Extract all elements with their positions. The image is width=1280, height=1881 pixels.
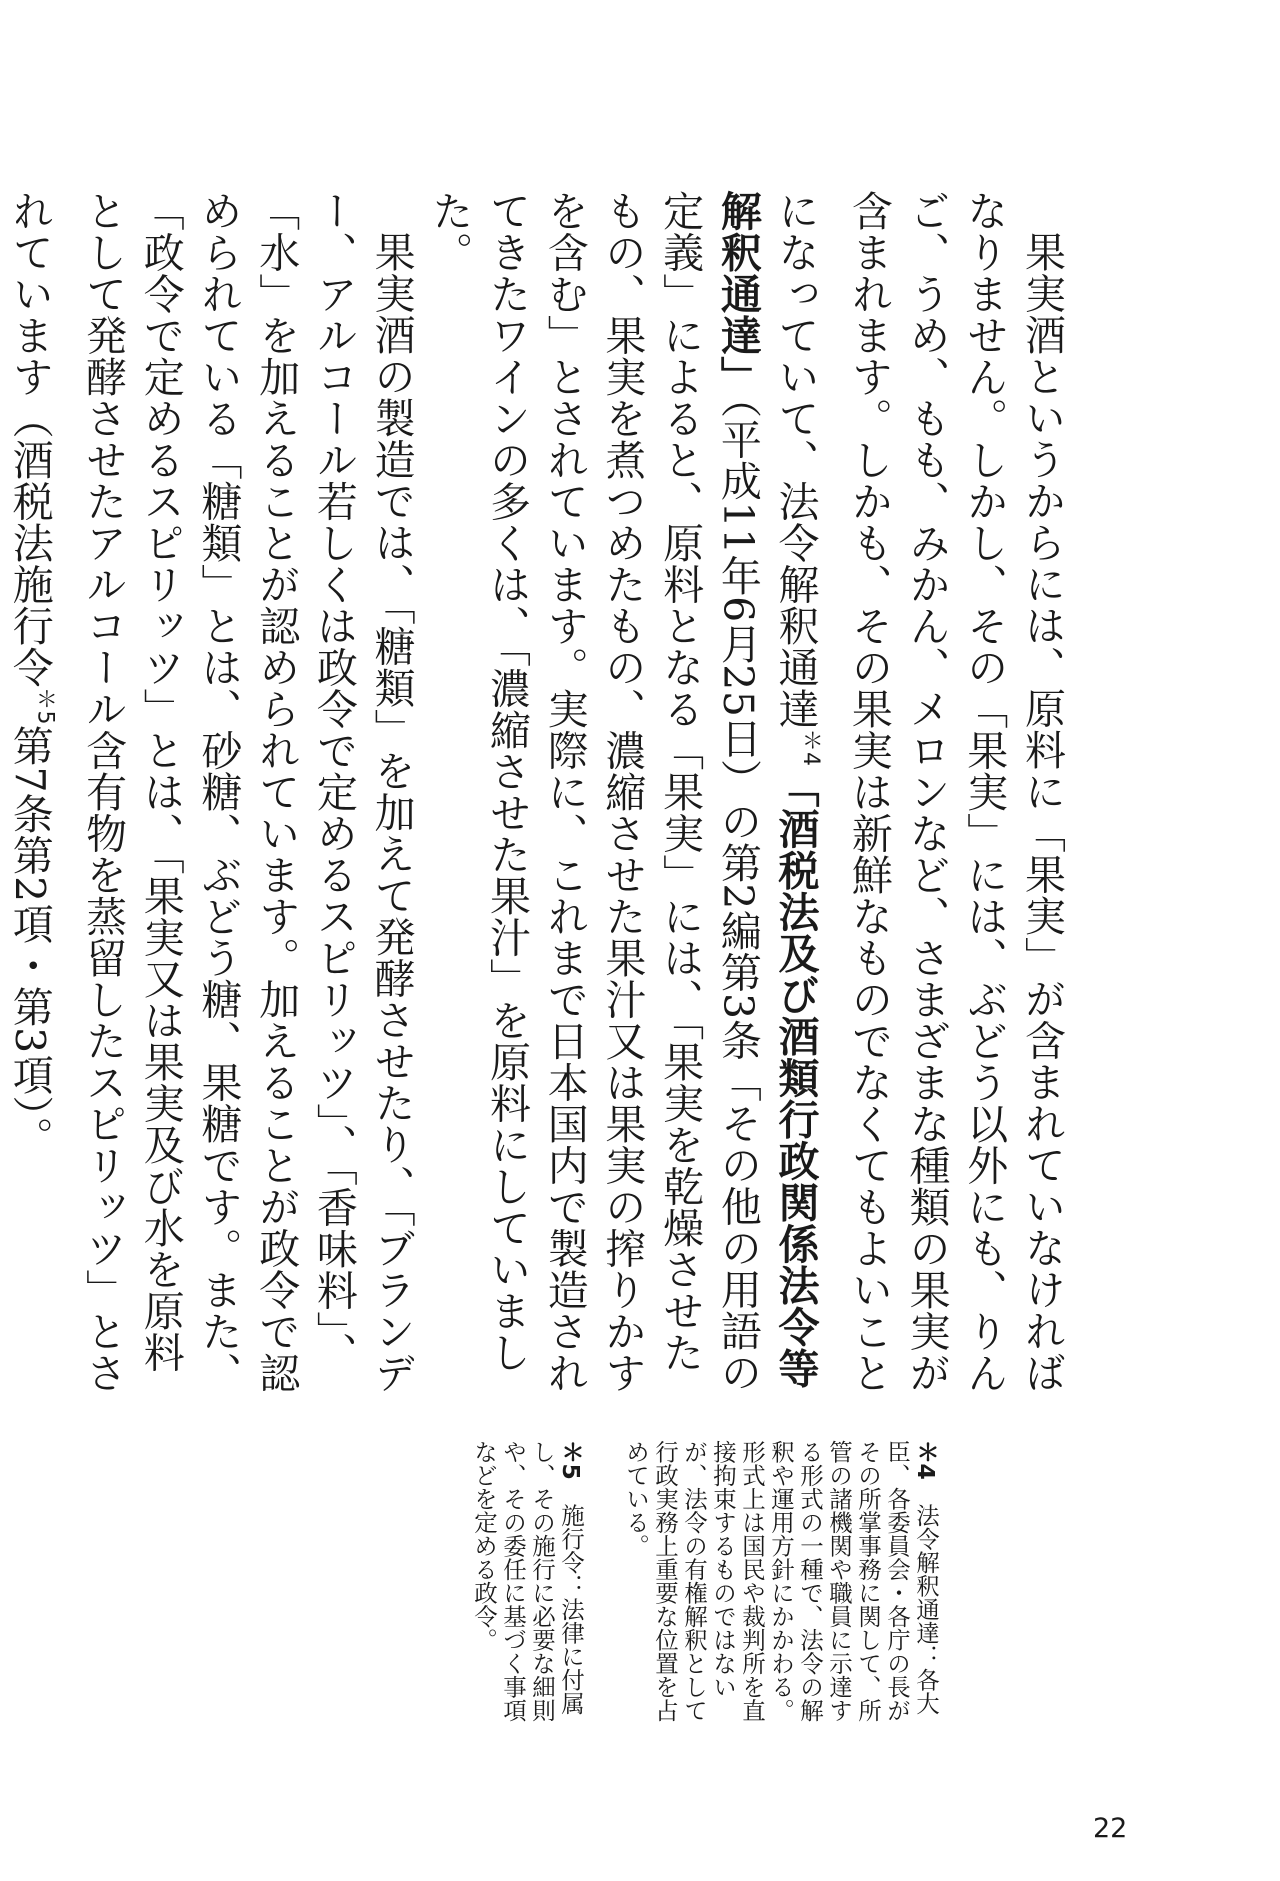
page-number: 22 — [1093, 1813, 1128, 1844]
paragraph-2 — [0, 190, 420, 1400]
paragraph-1 — [420, 190, 1070, 1400]
footnote-5 — [469, 1440, 585, 1740]
body-text — [5, 190, 1070, 1400]
footnote-ref-5: ＊5 — [32, 688, 58, 725]
footnotes — [210, 1440, 940, 1740]
paragraph-2-text-b: 第7条第2項・第3項）。 — [5, 725, 54, 1158]
footnote-5-mark: ＊5 — [557, 1440, 585, 1480]
paragraph-2-text-a: 果実酒の製造では、「糖類」を加えて発酵させたり、「ブランデー、アルコール若しくは政令で定めるスピリッツ」、「香味料」、「水」を加えることが認められています。加えることが政令で認められている「糖類」とは、砂糖、ぶどう糖、果糖です。また、「政令で定めるスピリッツ」とは、「果実又は果実及び水を原料として発酵させたアルコール含有物を蒸留したスピリッツ」とされています（酒税法施行令 — [5, 190, 416, 1394]
footnote-4-text: 法令解釈通達：各大臣、各委員会・各庁の長がその所掌事務に関して、所管の諸機関や職員に示達する形式の一種で、法令の解釈や運用方針にかかわる。形式上は国民や裁判所を直接拘束するものではないが、法令の有権解釈として行政実務上重要な位置を占めている。 — [622, 1440, 940, 1722]
footnote-5-text: 施行令：法律に付属し、その施行に必要な細則や、その委任に基づく事項などを定める政令。 — [470, 1440, 585, 1722]
paragraph-1-text-b: （平成11年6月25日）の第2編第3条「その他の用語の定義」によると、原料となる「果実」には、「果実を乾燥させたもの、果実を煮つめたもの、濃縮させた果汁又は果実の搾りかすを含む」とされています。実際に、これまで日本国内で製造されてきたワインの多くは、「濃縮させた果汁」を原料にしていました。 — [425, 190, 762, 1394]
footnote-4-mark: ＊4 — [912, 1440, 940, 1480]
footnote-4 — [621, 1440, 940, 1740]
paragraph-1-text-a: 果実酒というからには、原料に「果実」が含まれていなければなりません。しかし、その「果実」には、ぶどう以外にも、りんご、うめ、もも、みかん、メロンなど、さまざまな種類の果実が含まれます。しかも、その果実は新鮮なものでなくてもよいことになっていて、法令解釈通達 — [771, 190, 1066, 1394]
footnote-spacer — [585, 1440, 621, 1740]
footnote-ref-4: ＊4 — [798, 729, 824, 767]
bold-title: 「酒税法及び酒類行政関係法令等解釈通達」 — [713, 190, 820, 1389]
